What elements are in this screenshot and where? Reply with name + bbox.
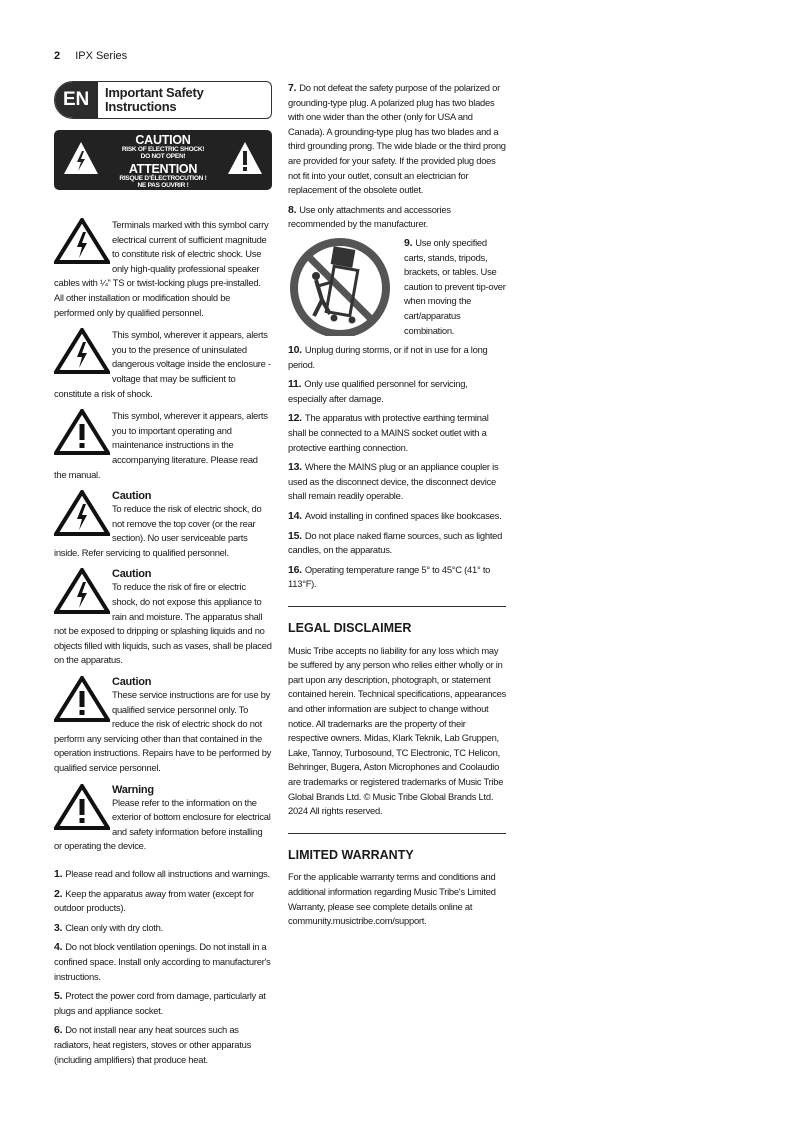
list-item: 6. Do not install near any heat sources such as radiators, heat registers, stoves or other apparatus (including amplifiers) that produce heat. [54, 1024, 252, 1065]
section-title-line1: Important Safety [105, 85, 204, 100]
lightning-triangle-icon [62, 140, 100, 176]
symbol-heading: Caution [112, 676, 152, 689]
list-item: 1. Please read and follow all instructions and warnings. [54, 867, 270, 880]
exclamation-triangle-icon [226, 140, 264, 176]
page-number: 2 [54, 50, 61, 62]
banner-caution-sub2: DO NOT OPEN! [140, 153, 186, 160]
symbol-text: This symbol, wherever it appears, alerts you to the presence of uninsulated dangerous voltage inside the enclosure - voltage that may be sufficient to constitute a risk of shock. [54, 329, 271, 399]
limited-warranty-body: For the applicable warranty terms and conditions and additional information regarding Music Tribe's Limited Warranty, please see complete details online at community.musictribe.com/support. [288, 871, 496, 927]
series-name: IPX Series [75, 50, 128, 62]
language-section-header [54, 81, 272, 119]
symbol-text: This symbol, wherever it appears, alerts you to important operating and maintenance instructions in the accompanying literature. Please read the manual. [54, 410, 268, 480]
section-title [105, 86, 204, 114]
banner-attention: ATTENTION [128, 162, 198, 176]
list-item: 15. Do not place naked flame sources, such as lighted candles, on the apparatus. [288, 529, 503, 556]
symbol-heading: Warning [112, 783, 154, 796]
legal-disclaimer-title: LEGAL DISCLAIMER [288, 621, 412, 635]
list-item: 8. Use only attachments and accessories recommended by the manufacturer. [288, 203, 451, 230]
list-item: 10. Unplug during storms, or if not in use for a long period. [288, 344, 488, 370]
banner-caution: CAUTION [135, 133, 191, 147]
exclamation-triangle-icon [54, 676, 110, 722]
section-divider [288, 833, 506, 834]
symbol-text: To reduce the risk of electric shock, do not remove the top cover (or the rear section). No user serviceable parts inside. Refer servicing to qualified personnel. [54, 503, 262, 558]
symbol-block-caution-1 [54, 490, 272, 560]
exclamation-triangle-icon [54, 409, 110, 455]
legal-disclaimer-body: Music Tribe accepts no liability for any loss which may be suffered by any person who relies either wholly or in part upon any description, photograph, or statement contained herein. Technical specifications, appearances and other information are subject to change without notice. All trademarks are the property of their respective owners. Midas, Klark Teknik, Lab Gruppen, Lake, Tannoy, Turbosound, TC Electronic, TC Helicon, Behringer, Bugera, Aston Microphones and Coolaudio are trademarks or registered trademarks of Music Tribe Global Brands Ltd. © Music Tribe Global Brands Ltd. 2024 All rights reserved. [288, 644, 506, 817]
symbol-block-voltage [54, 328, 272, 401]
symbol-block-terminals [54, 218, 272, 320]
list-item: 13. Where the MAINS plug or an appliance coupler is used as the disconnect device, the disconnect device shall remain readily operable. [288, 461, 499, 502]
lightning-triangle-icon [54, 568, 110, 614]
page-header [54, 50, 127, 62]
language-code: EN [54, 81, 98, 119]
symbol-block-caution-3 [54, 676, 272, 776]
list-item: 7. Do not defeat the safety purpose of the polarized or grounding-type plug. A polarized plug has two blades with one wider than the other (only for USA and Canada). A grounding-type plug has two blades and a third grounding prong. The wide blade or the third prong are provided for your safety. If the provided plug does not fit into your outlet, consult an electrician for replacement of the obsolete outlet. [288, 82, 506, 196]
symbol-block-instructions [54, 409, 272, 482]
symbol-text: These service instructions are for use by qualified service personnel only. To reduce the risk of electric shock do not perform any servicing other than that contained in the operation instructions. Repairs have to be performed by qualified service personnel. [54, 689, 272, 773]
lightning-triangle-icon [54, 218, 110, 264]
list-item: 11. Only use qualified personnel for servicing, especially after damage. [288, 378, 468, 404]
list-item: 9. Use only specified carts, stands, tripods, brackets, or tables. Use caution to prevent tip-over when moving the cart/apparatus combination. [404, 236, 506, 336]
list-item: 16. Operating temperature range 5° to 45°C (41° to 113°F). [288, 563, 491, 590]
symbol-text: To reduce the risk of fire or electric shock, do not expose this appliance to rain and moisture. The apparatus shall not be exposed to dripping or splashing liquids and no objects filled with liquids, such as vases, shall be placed on the apparatus. [54, 581, 272, 666]
lightning-triangle-icon [54, 328, 110, 374]
banner-caution-sub1: RISK OF ELECTRIC SHOCK! [121, 146, 205, 153]
banner-attention-sub1: RISQUE D’ÉLECTROCUTION ! [119, 175, 207, 182]
symbol-heading: Caution [112, 490, 152, 503]
list-item: 2. Keep the apparatus away from water (except for outdoor products). [54, 887, 254, 914]
list-item: 5. Protect the power cord from damage, particularly at plugs and appliance socket. [54, 990, 266, 1016]
section-title-line2: Instructions [105, 99, 177, 114]
left-column [54, 81, 272, 1067]
list-item: 4. Do not block ventilation openings. Do not install in a confined space. Install only according to manufacturer's instructions. [54, 941, 271, 982]
limited-warranty-title: LIMITED WARRANTY [288, 847, 414, 862]
list-item: 3. Clean only with dry cloth. [54, 921, 163, 934]
cart-section [288, 236, 506, 372]
cart-tip-over-warning-icon [288, 236, 398, 336]
banner-text [106, 134, 220, 189]
symbol-text: Please refer to the information on the exterior of bottom enclosure for electrical and safety information before installing or operating the device. [54, 796, 271, 852]
exclamation-triangle-icon [54, 784, 110, 830]
caution-banner [54, 130, 272, 190]
list-item: 14. Avoid installing in confined spaces like bookcases. [288, 510, 502, 523]
symbol-block-warning [54, 784, 272, 854]
right-column [288, 81, 506, 929]
list-item: 12. The apparatus with protective earthing terminal shall be connected to a MAINS socket outlet with a protective earthing connection. [288, 412, 489, 453]
banner-attention-sub2: NE PAS OUVRIR ! [137, 182, 189, 189]
lightning-triangle-icon [54, 490, 110, 536]
symbol-heading: Caution [112, 568, 152, 581]
section-divider [288, 606, 506, 607]
symbol-block-caution-2 [54, 568, 272, 668]
symbol-text: Terminals marked with this symbol carry electrical current of sufficient magnitude to constitute risk of electric shock. Use only high-quality professional speaker cables with ¼" TS or twist-locking plugs pre-installed. All other installation or modification should be performed only by qualified personnel. [54, 219, 269, 318]
